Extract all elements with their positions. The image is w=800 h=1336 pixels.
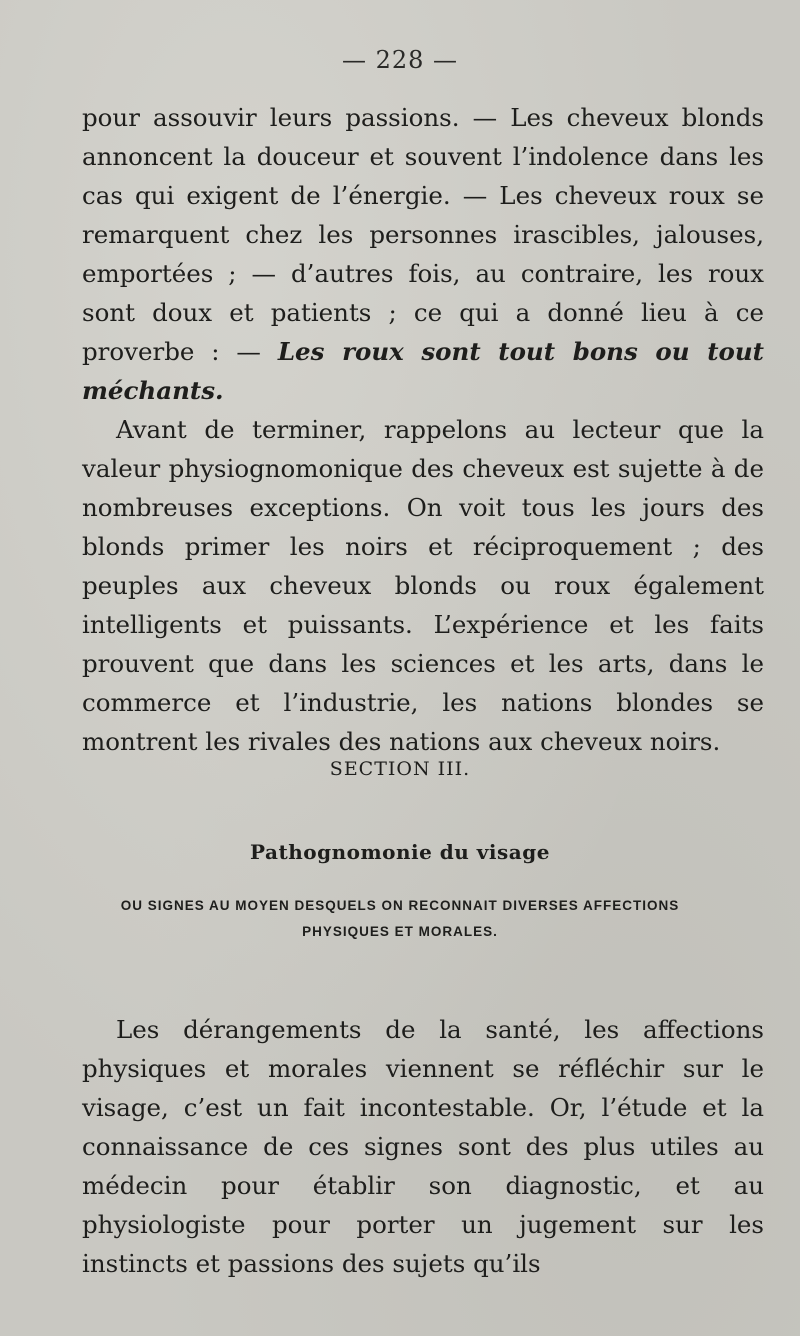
- section-label: SECTION III.: [329, 758, 471, 780]
- proverb-text: Les roux sont tout bons ou tout méchants.: [82, 337, 764, 405]
- paragraph-text: pour assouvir leurs passions. — Les cheveux blonds annoncent la douceur et souvent l’indolence dans les cas qui exigent de l’énergie. — Les cheveux roux se remarquent chez les personnes irascibles, jalouses, emportées ; — d’autres fois, au contraire, les roux sont doux et patients ; ce qui a donné lieu à ce proverbe : —: [82, 103, 764, 366]
- paragraph-health: Les dérangements de la santé, les affections physiques et morales viennent se réfléchir sur le visage, c’est un fait incontestable. Or, l’étude et la connaissance de ces signes sont des plus utiles au médecin pour établir son diagnostic, et au physiologiste pour porter un jugement sur les instincts et passions des sujets qu’ils: [82, 1015, 764, 1278]
- paragraph-hair-colors: [82, 98, 764, 410]
- text-block-bottom: [82, 1010, 764, 1283]
- text-block-top: [82, 98, 764, 761]
- paragraph-exceptions: Avant de terminer, rappelons au lecteur que la valeur physiognomonique des cheveux est sujette à de nombreuses exceptions. On voit tous les jours des blonds primer les noirs et réciproquement ; des peuples aux cheveux blonds ou roux également intelligents et puissants. L’expérience et les faits prouvent que dans les sciences et les arts, dans le commerce et l’industrie, les nations blondes se montrent les rivales des nations aux cheveux noirs.: [82, 415, 764, 756]
- section-subtitle: OU SIGNES AU MOYEN DESQUELS ON RECONNAIT DIVERSES AFFECTIONS PHYSIQUES ET MORALES.: [120, 898, 680, 939]
- section-heading: Pathognomonie du visage: [250, 840, 550, 864]
- page-number: — 228 —: [341, 46, 459, 74]
